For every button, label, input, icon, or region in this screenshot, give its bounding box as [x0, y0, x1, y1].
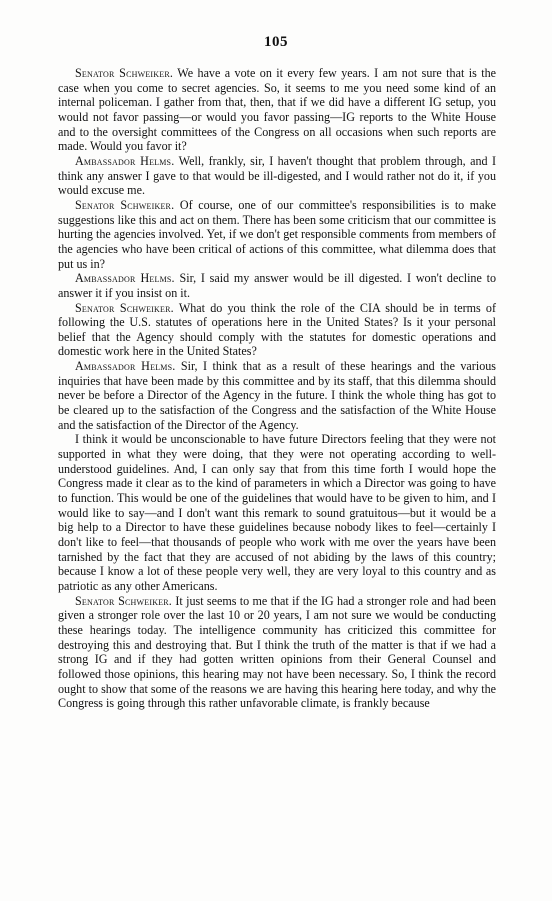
paragraph-5 — [58, 301, 496, 360]
speaker-name: Senator Schweiker. — [75, 300, 174, 315]
speaker-name: Senator Schweiker. — [75, 66, 174, 80]
paragraph-2 — [58, 154, 496, 198]
page-number: 105 — [264, 34, 288, 50]
speaker-name: Ambassador Helms. — [75, 271, 175, 286]
transcript-body — [58, 66, 496, 711]
paragraph-3 — [58, 198, 496, 271]
paragraph-text: I think it would be unconscionable to have future Directors feeling that they were not supported in what they were doing, that they were not operating according to well-understood guidelines. And, I can only say that from this time forth I would hope the Congress made it clear as to the kind of parameters in which a Director was going to have to function. This would be one of the guidelines that would have to be given to him, and I would like to say—and I don't want this remark to sound gratuitous—but it would be a big help to a Director to have these guidelines because nobody likes to feel—certainly I don't like to feel—that thousands of people who work with me over the years have been tarnished by the fact that they are accused of not abiding by the laws of this country; because I know a lot of these people very well, they are very loyal to this country and as patriotic as any other Americans. — [58, 432, 496, 593]
paragraph-7 — [58, 432, 496, 593]
paragraph-text: Of course, one of our committee's responsibilities is to make suggestions like this and act on them. There has been some criticism that our committee is hurting the agencies involved. Yet, if we don't get responsible comments from members of the agencies who have been critical of actions of this committee, what dilemma does that put us in? — [58, 197, 496, 271]
speaker-name: Senator Schweiker. — [75, 593, 173, 608]
paragraph-text: Sir, I think that as a result of these hearings and the various inquiries that have been made by this committee and by its staff, that this dilemma should never be before a Director of the Agency in the future. I think the whole thing has got to be cleared up to the satisfaction of the Congress and the satisfaction of the White House and the satisfaction of the Director of the Agency. — [58, 359, 496, 432]
speaker-name: Ambassador Helms. — [75, 153, 175, 168]
paragraph-text: Sir, I said my answer would be ill digested. I won't decline to answer it if you insist on it. — [58, 271, 496, 300]
paragraph-1 — [58, 66, 496, 154]
paragraph-text: Well, frankly, sir, I haven't thought that problem through, and I think any answer I gave to that would be ill-digested, and I would rather not do it, if you would excuse me. — [58, 153, 497, 198]
speaker-name: Ambassador Helms. — [75, 359, 176, 374]
paragraph-text: It just seems to me that if the IG had a stronger role and had been given a stronger role over the last 10 or 20 years, I am not sure we would be conducting these hearings today. The intelligence community has criticized this committee for destroying this and destroying that. But I think the truth of the matter is that if we had a strong IG and if they had gotten written opinions from their General Counsel and followed those opinions, this hearing may not have been necessary. So, I think the record ought to show that some of the reasons we are having this hearing here today, and why the Congress is going through this rather unfavorable climate, is frankly because — [58, 593, 496, 711]
speaker-name: Senator Schweiker. — [75, 197, 175, 212]
paragraph-text: What do you think the role of the CIA should be in terms of following the U.S. statutes of operations here in the United States? Is it your personal belief that the Agency should comply with the statutes for domestic operations and domestic work here in the United States? — [58, 300, 496, 359]
paragraph-4 — [58, 271, 496, 300]
paragraph-8 — [58, 594, 496, 711]
paragraph-6 — [58, 359, 496, 432]
paragraph-text: We have a vote on it every few years. I am not sure that is the case when you come to secret agencies. So, it seems to me you need some kind of an internal policeman. I gather from that, then, that if we did have a different IG setup, you would not favor passing—or would you favor passing—IG reports to the White House and to the oversight committees of the Congress on all occasions when such reports are made. Would you favor it? — [58, 66, 496, 154]
